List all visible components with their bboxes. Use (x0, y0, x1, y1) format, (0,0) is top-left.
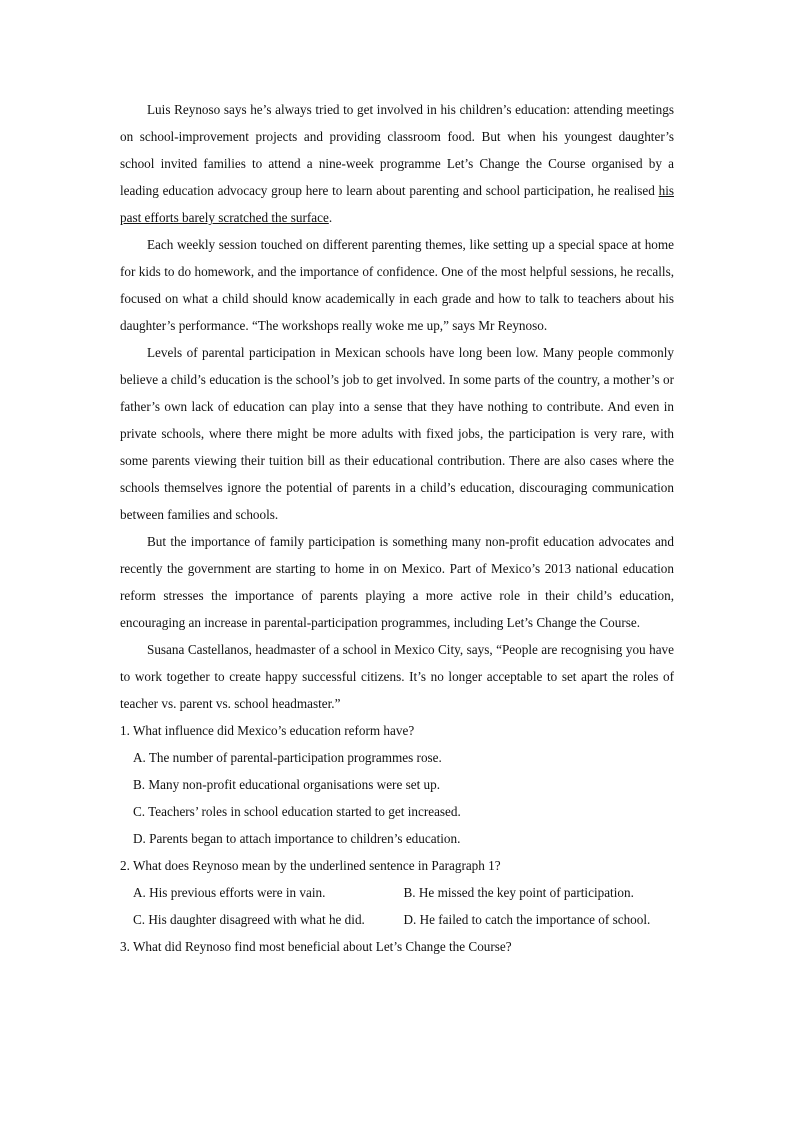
paragraph-5: Susana Castellanos, headmaster of a school in Mexico City, says, “People are recognising you have to work together to create happy successful citizens. It’s no longer acceptable to set apart the roles of teacher vs. parent vs. school headmaster.” (120, 642, 674, 711)
question-1-option-c: C. Teachers’ roles in school education started to get increased. (133, 804, 461, 819)
question-2-options-row-1 (120, 879, 674, 906)
paragraph-1-end: . (328, 210, 333, 225)
question-2-option-b: B. He missed the key point of participation. (403, 885, 634, 900)
paragraph-3: Levels of parental participation in Mexican schools have long been low. Many people commonly believe a child’s education is the school’s job to get involved. In some parts of the country, a mother’s or father’s own lack of education can play into a sense that they have nothing to contribute. And even in private schools, where there might be more adults with fixed jobs, the participation is very rare, with some parents viewing their tuition bill as their educational contribution. There are also cases where the schools themselves ignore the potential of parents in a child’s education, discouraging communication between families and schools. (120, 345, 674, 522)
document-page (120, 96, 674, 960)
question-1-stem: 1. What influence did Mexico’s education reform have? (120, 723, 415, 738)
question-2-options-row-2 (120, 906, 674, 933)
question-1 (120, 717, 674, 852)
question-2-option-d: D. He failed to catch the importance of school. (403, 912, 651, 927)
question-3-stem: 3. What did Reynoso find most beneficial about Let’s Change the Course? (120, 939, 512, 954)
question-1-option-a: A. The number of parental-participation programmes rose. (133, 750, 442, 765)
paragraph-1-text: Luis Reynoso says he’s always tried to get involved in his children’s education: attending meetings on school-improvement projects and providing classroom food. But when his youngest daughter’s school invited families to attend a nine-week programme Let’s Change the Course organised by a leading education advocacy group here to learn about parenting and school participation, he realised (120, 102, 674, 198)
question-2-option-a: A. His previous efforts were in vain. (133, 885, 326, 900)
question-1-option-d: D. Parents began to attach importance to children’s education. (133, 831, 461, 846)
paragraph-2: Each weekly session touched on different parenting themes, like setting up a special space at home for kids to do homework, and the importance of confidence. One of the most helpful sessions, he recalls, focused on what a child should know academically in each grade and how to talk to teachers about his daughter’s performance. “The workshops really woke me up,” says Mr Reynoso. (120, 237, 674, 333)
question-2 (120, 852, 674, 933)
question-1-option-b: B. Many non-profit educational organisations were set up. (133, 777, 441, 792)
paragraph-1 (120, 96, 674, 231)
question-2-stem: 2. What does Reynoso mean by the underlined sentence in Paragraph 1? (120, 858, 501, 873)
paragraph-4: But the importance of family participation is something many non-profit education advocates and recently the government are starting to home in on Mexico. Part of Mexico’s 2013 national education reform stresses the importance of parents playing a more active role in their child’s education, encouraging an increase in parental-participation programmes, including Let’s Change the Course. (120, 534, 674, 630)
underlined-sentence: his past efforts barely scratched the surface (120, 183, 674, 225)
question-2-option-c: C. His daughter disagreed with what he did. (133, 912, 365, 927)
question-3 (120, 933, 674, 960)
